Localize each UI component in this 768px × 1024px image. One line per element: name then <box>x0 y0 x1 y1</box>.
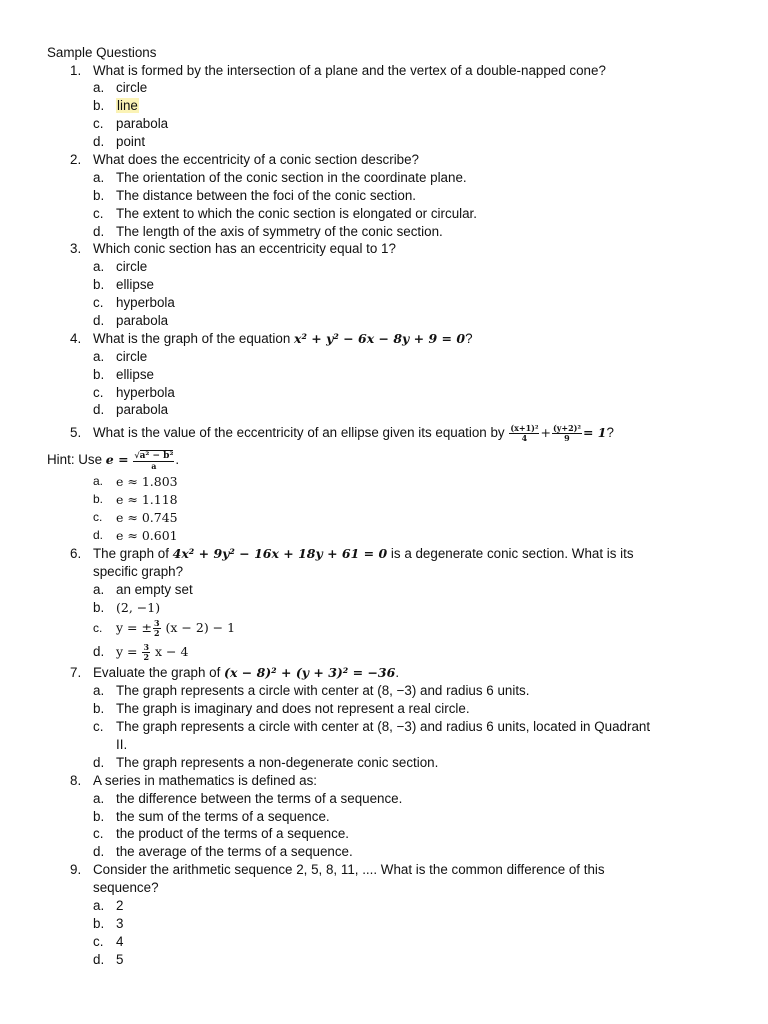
option-letter: c. <box>93 826 104 842</box>
option-d <box>0 754 768 772</box>
fraction-numerator: (y+2)² <box>552 423 581 434</box>
option-letter: a. <box>93 348 105 364</box>
option-b <box>0 599 768 617</box>
question-text-continued: specific graph? <box>93 563 184 579</box>
hint-line <box>0 447 768 473</box>
option-text: circle <box>116 80 148 96</box>
option-text: circle <box>116 259 148 275</box>
question-number: 8. <box>70 772 82 788</box>
option-text: the sum of the terms of a sequence. <box>116 808 330 824</box>
option-d <box>0 223 768 241</box>
question-text: Evaluate the graph of <box>93 665 225 681</box>
option-text-pre: y = ± <box>116 620 152 636</box>
question-text-end: is a degenerate conic section. What is its <box>387 545 634 561</box>
question-text-end: ? <box>465 330 473 346</box>
fraction-numerator: 3 <box>143 642 150 653</box>
option-letter: c. <box>93 719 104 735</box>
option-letter: a. <box>93 169 105 185</box>
option-text: The length of the axis of symmetry of the conic section. <box>116 223 443 239</box>
option-d <box>0 951 768 969</box>
option-b <box>0 97 768 115</box>
option-text: The graph represents a circle with center at (8, −3) and radius 6 units. <box>116 683 530 699</box>
hint-radicand: a² − b² <box>139 451 174 462</box>
option-d <box>0 133 768 151</box>
equation: 4x² + 9y² − 16x + 18y + 61 = 0 <box>172 545 388 561</box>
option-text: The extent to which the conic section is elongated or circular. <box>116 205 477 221</box>
option-letter: c. <box>93 510 103 525</box>
option-letter: b. <box>93 808 105 824</box>
fraction-numerator: 3 <box>153 618 160 629</box>
option-letter: b. <box>93 187 105 203</box>
question-text-end: . <box>395 665 400 681</box>
question-9 <box>0 861 768 879</box>
document-heading: Sample Questions <box>47 45 157 60</box>
question-text: What is formed by the intersection of a plane and the vertex of a double-napped cone? <box>93 62 606 78</box>
question-3 <box>0 240 768 258</box>
option-letter: b. <box>93 366 105 382</box>
option-text: hyperbola <box>116 295 175 311</box>
question-text: What is the value of the eccentricity of an ellipse given its equation by <box>93 425 509 441</box>
option-letter: b. <box>93 492 104 507</box>
question-2 <box>0 151 768 169</box>
question-number: 7. <box>70 665 82 681</box>
option-letter: d. <box>93 754 105 770</box>
option-c <box>0 294 768 312</box>
option-text-post: (x − 2) − 1 <box>161 620 236 636</box>
option-text: The distance between the foci of the conic section. <box>116 187 416 203</box>
option-letter: c. <box>93 621 103 636</box>
option-c <box>0 205 768 223</box>
option-fraction <box>142 643 150 662</box>
option-text: e ≈ 0.601 <box>116 527 178 543</box>
option-letter: a. <box>93 898 105 914</box>
option-letter: d. <box>93 402 105 418</box>
option-text: The graph represents a circle with center at (8, −3) and radius 6 units, located in Quadrant <box>116 719 651 735</box>
equation-rhs: = 1 <box>582 425 607 441</box>
option-a <box>0 473 768 491</box>
option-letter: d. <box>93 134 105 150</box>
option-text: parabola <box>116 402 169 418</box>
option-text-post: x − 4 <box>151 644 189 660</box>
question-number: 4. <box>70 330 82 346</box>
option-a <box>0 790 768 808</box>
hint-lhs: e = <box>105 452 129 468</box>
option-letter: a. <box>93 581 105 597</box>
question-text: Consider the arithmetic sequence 2, 5, 8, 11, .... What is the common difference of this <box>93 862 605 878</box>
option-text: circle <box>116 348 148 364</box>
question-6 <box>0 545 768 563</box>
option-letter: d. <box>93 223 105 239</box>
option-letter: a. <box>93 790 105 806</box>
option-letter: b. <box>93 277 105 293</box>
option-text: 5 <box>116 951 124 967</box>
option-text: ellipse <box>116 277 154 293</box>
question-number: 6. <box>70 545 82 561</box>
option-c <box>0 718 768 736</box>
option-b <box>0 915 768 933</box>
question-number: 3. <box>70 241 82 257</box>
option-b <box>0 700 768 718</box>
option-letter: b. <box>93 98 105 114</box>
option-text: The graph is imaginary and does not represent a real circle. <box>116 701 470 717</box>
option-text: e ≈ 0.745 <box>116 510 178 526</box>
option-c <box>0 384 768 402</box>
option-b <box>0 491 768 509</box>
question-1 <box>0 62 768 80</box>
option-text: The orientation of the conic section in the coordinate plane. <box>116 169 467 185</box>
question-text: Which conic section has an eccentricity equal to 1? <box>93 241 396 257</box>
option-text: parabola <box>116 312 169 328</box>
question-number: 2. <box>70 151 82 167</box>
option-text: 2 <box>116 898 124 914</box>
option-letter: a. <box>93 683 105 699</box>
option-text: ellipse <box>116 366 154 382</box>
option-text: e ≈ 1.803 <box>116 474 178 490</box>
option-letter: c. <box>93 384 104 400</box>
option-letter: c. <box>93 933 104 949</box>
option-a <box>0 169 768 187</box>
option-letter: b. <box>93 599 105 615</box>
plus-sign: + <box>540 425 551 441</box>
fraction-x <box>509 424 539 443</box>
option-b <box>0 276 768 294</box>
option-letter: d. <box>93 527 104 542</box>
option-text: an empty set <box>116 581 193 597</box>
option-a <box>0 682 768 700</box>
option-c <box>0 825 768 843</box>
fraction-denominator: 2 <box>143 652 150 663</box>
question-list <box>0 62 768 969</box>
question-5 <box>0 419 768 447</box>
option-text: The graph represents a non-degenerate conic section. <box>116 754 439 770</box>
option-b <box>0 366 768 384</box>
hint-fraction: $\frac{\text{√a² − b²}}{a}$ <box>134 450 174 472</box>
option-text: hyperbola <box>116 384 175 400</box>
hint-end: . <box>175 452 180 468</box>
option-text: 4 <box>116 933 124 949</box>
option-letter: c. <box>93 295 104 311</box>
option-d <box>0 312 768 330</box>
option-letter: c. <box>93 116 104 132</box>
question-text-continued: sequence? <box>93 880 159 896</box>
fraction-denominator: 4 <box>521 433 528 444</box>
option-d <box>0 401 768 419</box>
option-a <box>0 581 768 599</box>
option-text: point <box>116 134 146 150</box>
fraction-denominator: 2 <box>153 628 160 639</box>
option-letter: a. <box>93 80 105 96</box>
fraction-y <box>552 424 582 443</box>
question-number: 9. <box>70 862 82 878</box>
option-a <box>0 258 768 276</box>
question-text: A series in mathematics is defined as: <box>93 772 318 788</box>
question-text-end: ? <box>606 425 614 441</box>
option-d <box>0 527 768 545</box>
option-text: (2, −1) <box>116 599 161 615</box>
option-text: the average of the terms of a sequence. <box>116 844 353 860</box>
option-text: the product of the terms of a sequence. <box>116 826 349 842</box>
option-c <box>0 933 768 951</box>
option-text-pre: y = <box>116 644 142 660</box>
question-6-continued <box>0 563 768 581</box>
question-8 <box>0 772 768 790</box>
option-b <box>0 187 768 205</box>
option-letter: d. <box>93 951 105 967</box>
option-text: the difference between the terms of a sequence. <box>116 790 403 806</box>
question-text: The graph of <box>93 545 173 561</box>
option-c <box>0 616 768 640</box>
hint-label: Hint: Use <box>47 452 106 468</box>
option-text: e ≈ 1.118 <box>116 492 178 508</box>
question-text: What is the graph of the equation <box>93 330 294 346</box>
option-d <box>0 843 768 861</box>
question-7 <box>0 664 768 682</box>
option-b <box>0 808 768 826</box>
option-fraction <box>153 619 161 638</box>
option-letter: a. <box>93 259 105 275</box>
equation: (x − 8)² + (y + 3)² = −36 <box>224 665 396 681</box>
question-number: 1. <box>70 62 82 78</box>
option-a <box>0 348 768 366</box>
option-d <box>0 640 768 664</box>
option-a <box>0 897 768 915</box>
option-letter: d. <box>93 644 105 660</box>
option-text: parabola <box>116 116 169 132</box>
question-number: 5. <box>70 425 82 441</box>
option-a <box>0 79 768 97</box>
option-letter: b. <box>93 915 105 931</box>
equation: x² + y² − 6x − 8y + 9 = 0 <box>294 330 466 346</box>
question-text: What does the eccentricity of a conic section describe? <box>93 151 420 167</box>
option-letter: d. <box>93 312 105 328</box>
option-letter: c. <box>93 205 104 221</box>
fraction-denominator: 9 <box>564 433 570 444</box>
option-c <box>0 509 768 527</box>
highlighted-answer: line <box>117 98 138 114</box>
option-c-continued <box>0 736 768 754</box>
option-letter: d. <box>93 844 105 860</box>
option-letter: a. <box>93 474 104 489</box>
option-text: 3 <box>116 915 124 931</box>
option-letter: b. <box>93 701 105 717</box>
hint-denominator: a <box>151 461 157 472</box>
fraction-numerator: (x+1)² <box>510 423 539 434</box>
option-c <box>0 115 768 133</box>
question-4 <box>0 330 768 348</box>
option-text-continued: II. <box>116 737 128 752</box>
question-9-continued <box>0 879 768 897</box>
